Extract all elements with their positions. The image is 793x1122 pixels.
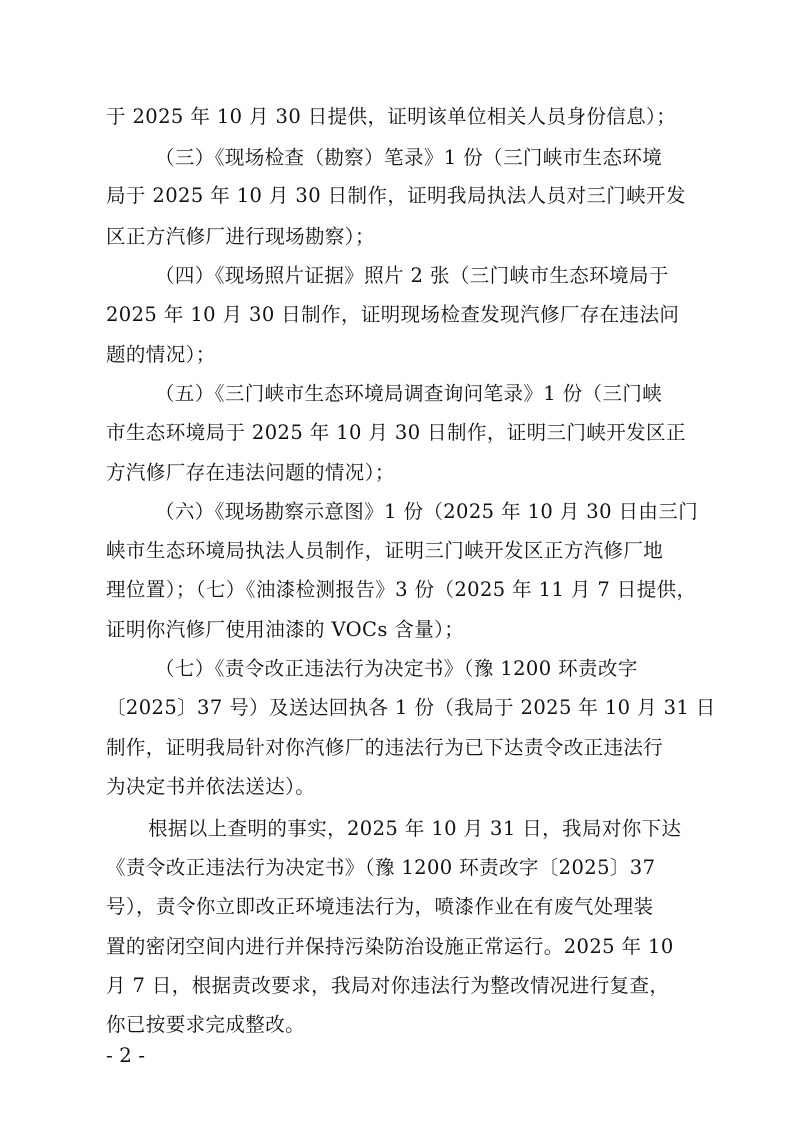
text-line: 峡市生态环境局执法人员制作，证明三门峡开发区正方汽修厂地 — [106, 539, 664, 562]
text-line: 于 2025 年 10 月 30 日提供，证明该单位相关人员身份信息）； — [106, 105, 677, 128]
text-line: 制作，证明我局针对你汽修厂的违法行为已下达责令改正违法行 — [106, 736, 664, 759]
text-line: 置的密闭空间内进行并保持污染防治设施正常运行。2025 年 10 — [106, 935, 674, 958]
page-number: - 2 - — [106, 1043, 145, 1067]
text-line: 根据以上查明的事实，2025 年 10 月 31 日，我局对你下达 — [148, 817, 682, 840]
text-line: （七）《责令改正违法行为决定书》（豫 1200 环责改字 — [155, 657, 638, 680]
text-line: 理位置）；（七）《油漆检测报告》3 份（2025 年 11 月 7 日提供， — [106, 578, 697, 601]
text-line: 月 7 日，根据责改要求，我局对你违法行为整改情况进行复查， — [106, 974, 670, 997]
text-line: 你已按要求完成整改。 — [106, 1013, 306, 1036]
text-line: （三）《现场检查（勘察）笔录》1 份（三门峡市生态环境 — [155, 146, 663, 169]
text-line: （四）《现场照片证据》照片 2 张（三门峡市生态环境局于 — [155, 264, 669, 287]
text-line: 证明你汽修厂使用油漆的 VOCs 含量）； — [106, 618, 465, 641]
text-line: 市生态环境局于 2025 年 10 月 30 日制作，证明三门峡开发区正 — [106, 421, 686, 444]
text-line: 题的情况）； — [106, 343, 216, 366]
text-line: 区正方汽修厂进行现场勘察）； — [106, 225, 375, 248]
text-line: 局于 2025 年 10 月 30 日制作，证明我局执法人员对三门峡开发 — [106, 184, 686, 207]
text-line: 2025 年 10 月 30 日制作，证明现场检查发现汽修厂存在违法问 — [106, 303, 680, 326]
text-line: 为决定书并依法送达）。 — [106, 775, 316, 798]
text-line: 方汽修厂存在违法问题的情况）； — [106, 461, 395, 484]
text-line: 〔2025〕37 号）及送达回执各 1 份（我局于 2025 年 10 月 31 日 — [106, 696, 716, 719]
text-line: （五）《三门峡市生态环境局调查询问笔录》1 份（三门峡 — [155, 382, 663, 405]
text-line: 《责令改正违法行为决定书》（豫 1200 环责改字〔2025〕37 — [106, 856, 656, 879]
text-line: （六）《现场勘察示意图》1 份（2025 年 10 月 30 日由三门 — [155, 500, 699, 523]
text-line: 号），责令你立即改正环境违法行为，喷漆作业在有废气处理装 — [106, 895, 654, 918]
